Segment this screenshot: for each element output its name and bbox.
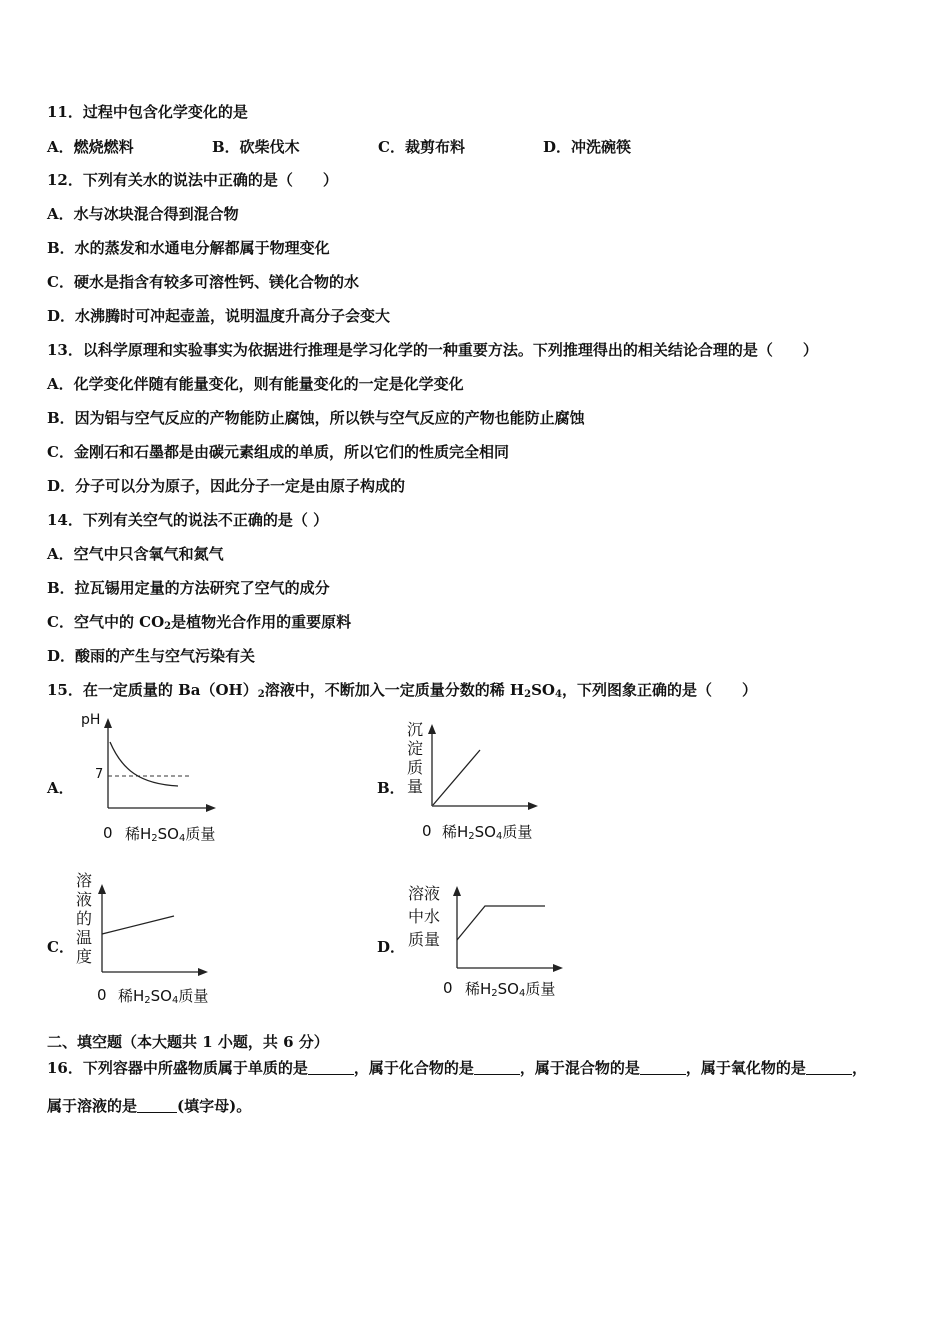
q12-option-c: C．硬水是指含有较多可溶性钙、镁化合物的水 (47, 273, 359, 291)
q16-line2: 属于溶液的是 (填字母)。 (47, 1097, 252, 1115)
graph-d-y-arrow (453, 886, 461, 896)
graph-b-line (433, 750, 480, 805)
graph-c-origin: 0 (97, 986, 107, 1004)
graph-c-xlabel: 稀$H_2SO_4$质量 (118, 987, 209, 1006)
graph-a-curve (110, 742, 178, 786)
q16-blank-5[interactable] (137, 1098, 177, 1113)
q14-option-c: C．空气中的 $CO_2$是植物光合作用的重要原料 (47, 613, 352, 632)
graph-a (70, 712, 240, 850)
graph-c-ylabel: 溶液的温度 (76, 871, 93, 966)
graph-d-origin: 0 (443, 979, 453, 997)
graph-b-origin: 0 (422, 822, 432, 840)
q16-blank-2[interactable] (474, 1060, 520, 1075)
q13-stem: 13．以科学原理和实验事实为依据进行推理是学习化学的一种重要方法。下列推理得出的相关结论合理的是（ ） (47, 341, 818, 359)
q11-option-b: B．砍柴伐木 (212, 138, 300, 156)
graph-a-x-arrow (206, 804, 216, 812)
q14-option-d: D．酸雨的产生与空气污染有关 (47, 647, 256, 665)
graph-b (400, 718, 550, 848)
graph-b-label: B． (377, 779, 405, 797)
graph-c-label: C． (47, 938, 74, 956)
q11-options (0, 136, 950, 156)
section2-heading: 二、填空题（本大题共 1 小题，共 6 分） (47, 1033, 329, 1051)
q11-option-d: D．冲洗碗筷 (543, 138, 632, 156)
graph-a-label: A． (47, 779, 74, 797)
q13-option-a: A．化学变化伴随有能量变化，则有能量变化的一定是化学变化 (47, 375, 464, 393)
graph-c-line (102, 916, 174, 934)
q12-option-a: A．水与冰块混合得到混合物 (47, 205, 239, 223)
graph-c (70, 870, 230, 1006)
graph-a-tick-7: 7 (95, 767, 104, 782)
q12-option-b: B．水的蒸发和水通电分解都属于物理变化 (47, 239, 330, 257)
graph-b-ylabel: 沉淀质量 (407, 720, 424, 796)
graph-c-x-arrow (198, 968, 208, 976)
q16-line1: 16．下列容器中所盛物质属于单质的是 ，属于化合物的是 ，属于混合物的是 ，属于氧化物的是 ， (47, 1059, 867, 1077)
q11-stem: 11．过程中包含化学变化的是 (47, 103, 248, 121)
graph-b-x-arrow (528, 802, 538, 810)
q13-option-d: D．分子可以分为原子，因此分子一定是由原子构成的 (47, 477, 406, 495)
q16-blank-3[interactable] (640, 1060, 686, 1075)
graph-a-ylabel: pH (81, 712, 101, 728)
q11-option-c: C．裁剪布料 (378, 138, 465, 156)
q16-blank-4[interactable] (806, 1060, 852, 1075)
graph-a-y-arrow (104, 718, 112, 728)
q12-option-d: D．水沸腾时可冲起壶盖，说明温度升高分子会变大 (47, 307, 391, 325)
q16-blank-1[interactable] (308, 1060, 354, 1075)
graph-d-label: D． (377, 938, 406, 956)
q12-stem: 12．下列有关水的说法中正确的是（ ） (47, 171, 338, 189)
q15-stem: 15．在一定质量的 $Ba(OH)_2$溶液中，不断加入一定质量分数的稀 $H_2SO_4$，下列图象正确的是（ ） (47, 681, 757, 700)
graph-c-y-arrow (98, 884, 106, 894)
q13-option-c: C．金刚石和石墨都是由碳元素组成的单质，所以它们的性质完全相同 (47, 443, 509, 461)
graph-d-xlabel: 稀$H_2SO_4$质量 (465, 980, 556, 999)
q14-stem: 14．下列有关空气的说法不正确的是（ ） (47, 511, 329, 529)
q14-option-a: A．空气中只含氧气和氮气 (47, 545, 224, 563)
q13-option-b: B．因为铝与空气反应的产物能防止腐蚀，所以铁与空气反应的产物也能防止腐蚀 (47, 409, 585, 427)
graph-a-xlabel: 稀$H_2SO_4$质量 (125, 825, 216, 844)
q11-option-a: A．燃烧燃料 (47, 138, 134, 156)
graph-b-xlabel: 稀$H_2SO_4$质量 (442, 823, 533, 842)
graph-a-origin: 0 (103, 824, 113, 842)
graph-d-ylabel-2: 中水 (408, 907, 441, 926)
graph-b-y-arrow (428, 724, 436, 734)
graph-d-x-arrow (553, 964, 563, 972)
graph-d-line (457, 906, 545, 940)
graph-d (405, 878, 580, 1002)
graph-d-ylabel-3: 质量 (408, 930, 441, 949)
q14-option-b: B．拉瓦锡用定量的方法研究了空气的成分 (47, 579, 330, 597)
graph-d-ylabel-1: 溶液 (408, 884, 441, 903)
